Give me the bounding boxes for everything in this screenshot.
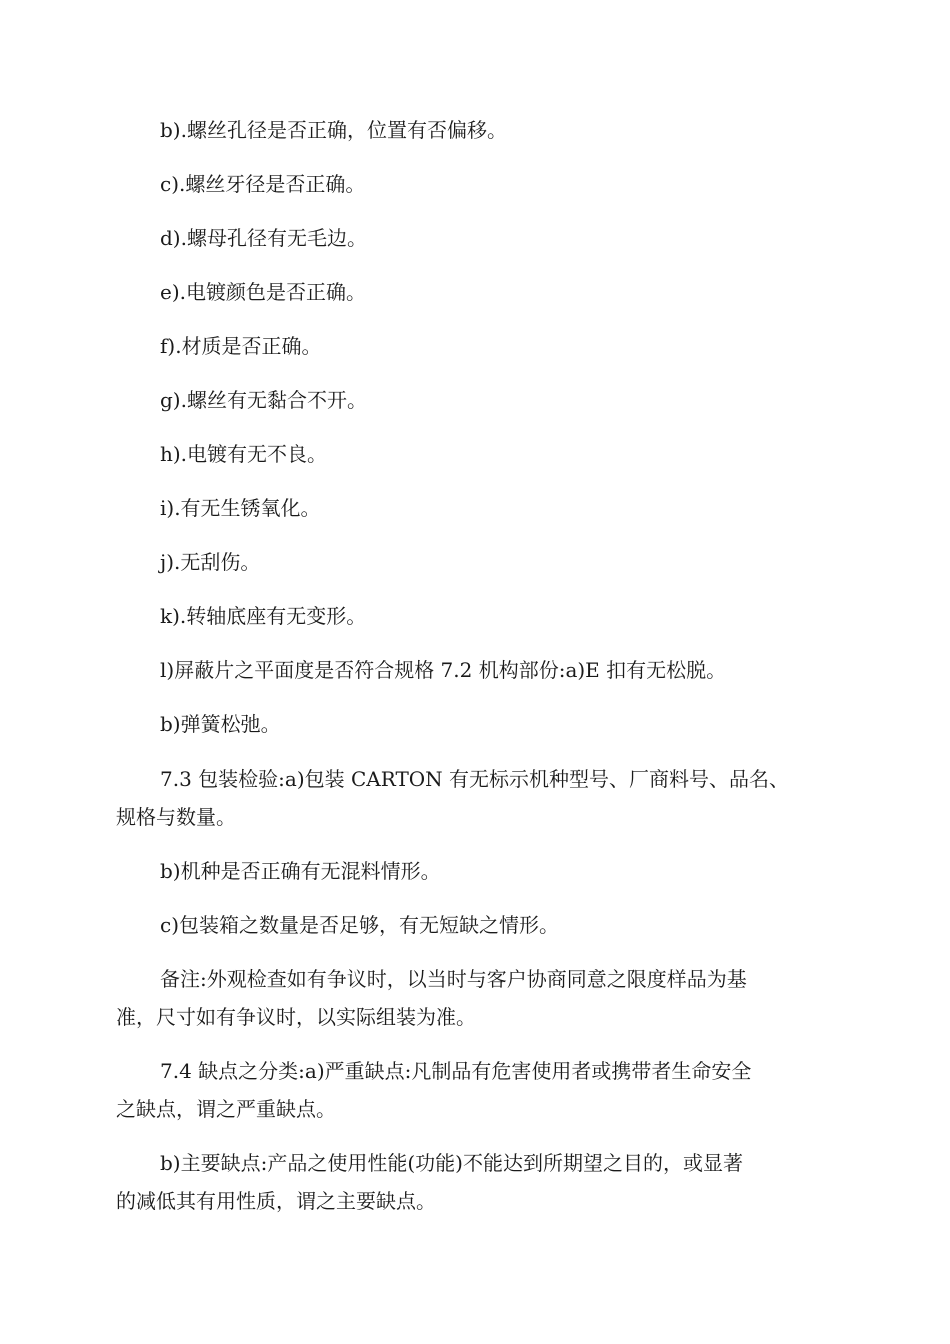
section-7-3-packaging-line-2: 规格与数量。 bbox=[116, 805, 236, 829]
paragraph-j-scratch: j).无刮伤。 bbox=[160, 550, 261, 574]
paragraph-b-spring: b)弹簧松弛。 bbox=[160, 712, 281, 736]
paragraph-i-rust: i).有无生锈氧化。 bbox=[160, 496, 321, 520]
remark-line-1: 备注:外观检查如有争议时，以当时与客户协商同意之限度样品为基 bbox=[160, 967, 747, 991]
major-defect-line-2: 的减低其有用性质，谓之主要缺点。 bbox=[116, 1189, 436, 1213]
paragraph-b-screw-hole: b).螺丝孔径是否正确，位置有否偏移。 bbox=[160, 118, 507, 142]
paragraph-b-model-mix: b)机种是否正确有无混料情形。 bbox=[160, 859, 441, 883]
paragraph-d-nut-hole: d).螺母孔径有无毛边。 bbox=[160, 226, 367, 250]
major-defect-line-1: b)主要缺点:产品之使用性能(功能)不能达到所期望之目的，或显著 bbox=[160, 1151, 743, 1175]
paragraph-l-shield-flatness: l)屏蔽片之平面度是否符合规格 7.2 机构部份:a)E 扣有无松脱。 bbox=[160, 658, 727, 682]
paragraph-k-hinge-base: k).转轴底座有无变形。 bbox=[160, 604, 367, 628]
section-7-4-defect-class-line-2: 之缺点，谓之严重缺点。 bbox=[116, 1097, 336, 1121]
paragraph-g-screw-adhesion: g).螺丝有无黏合不开。 bbox=[160, 388, 367, 412]
section-7-3-packaging-line-1: 7.3 包装检验:a)包装 CARTON 有无标示机种型号、厂商料号、品名、 bbox=[160, 767, 790, 791]
paragraph-e-plating-color: e).电镀颜色是否正确。 bbox=[160, 280, 366, 304]
paragraph-c-screw-thread: c).螺丝牙径是否正确。 bbox=[160, 172, 366, 196]
paragraph-c-box-quantity: c)包装箱之数量是否足够，有无短缺之情形。 bbox=[160, 913, 560, 937]
paragraph-f-material: f).材质是否正确。 bbox=[160, 334, 322, 358]
remark-line-2: 准，尺寸如有争议时，以实际组装为准。 bbox=[116, 1005, 476, 1029]
paragraph-h-plating-defect: h).电镀有无不良。 bbox=[160, 442, 328, 466]
section-7-4-defect-class-line-1: 7.4 缺点之分类:a)严重缺点:凡制品有危害使用者或携带者生命安全 bbox=[160, 1059, 752, 1083]
